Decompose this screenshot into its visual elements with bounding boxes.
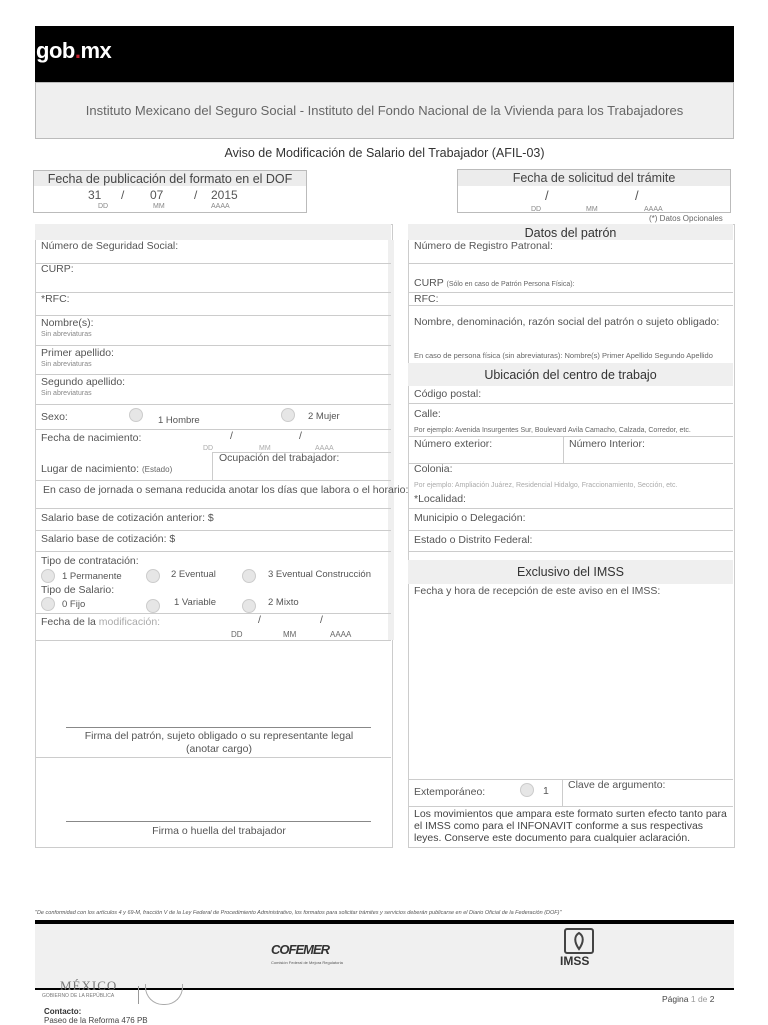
colonia-label: Colonia: <box>414 463 453 475</box>
nac-sep-2: / <box>299 430 302 442</box>
eventual-construccion-label: 3 Eventual Construcción <box>268 569 371 580</box>
gobierno-wordmark: GOBIERNO DE LA REPÚBLICA <box>42 993 115 999</box>
nombre-note: Sin abreviaturas <box>41 331 92 338</box>
tipo-contratacion-label: Tipo de contratación: <box>41 555 139 567</box>
imss-notice: Los movimientos que ampara este formato surten efecto tanto para el IMSS como para el INFONAVIT conforme a sus respectivas leyes. Conserve este documento para cualquier aclaración. <box>414 808 727 844</box>
employer-curp-label: CURP (Sólo en caso de Patrón Persona Física): <box>414 277 575 289</box>
rfc-label: *RFC: <box>41 293 70 305</box>
req-sep-2: / <box>635 188 639 203</box>
pub-year: 2015 <box>211 188 238 202</box>
nac-aaaa: AAAA <box>315 445 334 452</box>
tipo-salario-label: Tipo de Salario: <box>41 584 115 596</box>
segundo-apellido-label: Segundo apellido: <box>41 376 126 388</box>
footer-divider <box>138 986 139 1004</box>
pub-month: 07 <box>150 188 164 202</box>
fijo-radio[interactable] <box>41 597 55 611</box>
contacto-label: Contacto: <box>44 1007 82 1016</box>
worker-panel-header <box>35 224 391 240</box>
pub-aaaa: AAAA <box>211 203 230 210</box>
calle-label: Calle: <box>414 408 441 420</box>
employer-nombre-label: Nombre, denominación, razón social del patrón o sujeto obligado: <box>414 316 720 328</box>
fecha-modificacion-label: Fecha de la modificación: <box>41 616 161 628</box>
firma-trabajador-line <box>66 821 371 822</box>
req-dd: DD <box>531 206 542 213</box>
anotar-cargo-label: (anotar cargo) <box>186 743 252 755</box>
estado-label: Estado o Distrito Federal: <box>414 534 533 546</box>
cofemer-logo: COFEMER <box>271 942 329 957</box>
extemporaneo-value: 1 <box>543 785 549 797</box>
mexico-wordmark: MÉXICO <box>60 978 118 993</box>
sexo-mujer-label: 2 Mujer <box>308 411 340 422</box>
firma-patron-label: Firma del patrón, sujeto obligado o su representante legal <box>84 730 354 742</box>
nss-label: Número de Seguridad Social: <box>41 240 179 252</box>
municipio-label: Municipio o Delegación: <box>414 512 526 524</box>
employer-nombre-note: En caso de persona física (sin abreviaturas): Nombre(s) Primer Apellido Segundo Apellido <box>414 351 713 360</box>
variable-label: 1 Variable <box>174 597 217 608</box>
fecha-hora-label: Fecha y hora de recepción de este aviso en el IMSS: <box>414 585 661 597</box>
registro-patronal-label: Número de Registro Patronal: <box>414 240 553 252</box>
segundo-apellido-note: Sin abreviaturas <box>41 390 92 397</box>
location-header: Ubicación del centro de trabajo <box>408 363 733 386</box>
clave-argumento-label: Clave de argumento: <box>568 779 666 791</box>
firma-trabajador-label: Firma o huella del trabajador <box>152 825 286 837</box>
institution-name: Instituto Mexicano del Seguro Social - Instituto del Fondo Nacional de la Vivienda para los Trabajadores <box>85 103 684 118</box>
gobmx-logo[interactable]: gob.mx <box>36 38 112 63</box>
request-date-header: Fecha de solicitud del trámite <box>457 169 731 188</box>
page-number: Página 1 de 2 <box>662 994 715 1004</box>
nac-mm: MM <box>259 445 271 452</box>
imss-logo-text: IMSS <box>560 954 590 968</box>
pub-dd: DD <box>98 203 109 210</box>
nacimiento-label: Fecha de nacimiento: <box>41 432 142 444</box>
permanente-radio[interactable] <box>41 569 55 583</box>
calle-note: Por ejemplo: Avenida Insurgentes Sur, Boulevard Avila Camacho, Calzada, Corredor, etc. <box>414 427 691 434</box>
sexo-hombre-label: 1 Hombre <box>158 415 200 426</box>
num-int-label: Número Interior: <box>569 438 645 450</box>
nombre-label: Nombre(s): <box>41 317 94 329</box>
nac-dd: DD <box>203 445 214 452</box>
pub-day: 31 <box>88 188 102 202</box>
eventual-label: 2 Eventual <box>171 569 216 580</box>
req-aaaa: AAAA <box>644 206 663 213</box>
coat-of-arms-icon <box>145 984 183 1005</box>
pub-sep-2: / <box>194 188 198 202</box>
mixto-label: 2 Mixto <box>268 597 299 608</box>
cp-label: Código postal: <box>414 388 482 400</box>
eventual-construccion-radio[interactable] <box>242 569 256 583</box>
jornada-label: En caso de jornada o semana reducida anotar los días que labora o el horario: <box>43 484 409 496</box>
imss-header: Exclusivo del IMSS <box>408 560 733 584</box>
employer-header: Datos del patrón <box>408 224 733 240</box>
sexo-mujer-radio[interactable] <box>281 408 295 422</box>
primer-apellido-note: Sin abreviaturas <box>41 361 92 368</box>
contacto-direccion: Paseo de la Reforma 476 PB <box>44 1016 148 1025</box>
permanente-label: 1 Permanente <box>62 571 122 582</box>
legal-footnote: "De conformidad con los artículos 4 y 69-M, fracción V de la Ley Federal de Procedimiento Administrativo, los formatos para solicitar trámites y servicios deberán publicarse en el Diario Oficial de la Federación (DOF)" <box>35 910 562 916</box>
nac-sep-1: / <box>230 430 233 442</box>
imss-emblem-icon <box>564 928 594 954</box>
salario-anterior-label: Salario base de cotización anterior: $ <box>41 512 214 524</box>
publication-date-box <box>33 186 307 213</box>
extemporaneo-radio[interactable] <box>520 783 534 797</box>
top-bar <box>35 26 734 82</box>
variable-radio[interactable] <box>146 599 160 613</box>
salario-label: Salario base de cotización: $ <box>41 533 176 545</box>
colonia-note: Por ejemplo: Ampliación Juárez, Residencial Hidalgo, Fraccionamiento, Sección, etc. <box>414 482 678 489</box>
primer-apellido-label: Primer apellido: <box>41 347 114 359</box>
lugar-label: Lugar de nacimiento: (Estado) <box>41 463 173 475</box>
num-ext-label: Número exterior: <box>414 438 493 450</box>
sexo-label: Sexo: <box>41 411 68 423</box>
optional-note: (*) Datos Opcionales <box>649 214 723 223</box>
employer-rfc-label: RFC: <box>414 293 439 305</box>
mixto-radio[interactable] <box>242 599 256 613</box>
fijo-label: 0 Fijo <box>62 599 86 610</box>
worker-panel-edge <box>388 240 394 640</box>
mod-aaaa: AAAA <box>330 630 352 639</box>
req-mm: MM <box>586 206 598 213</box>
form-title: Aviso de Modificación de Salario del Trabajador (AFIL-03) <box>224 146 545 160</box>
mod-mm: MM <box>283 630 297 639</box>
req-sep-1: / <box>545 188 549 203</box>
sexo-hombre-radio[interactable] <box>129 408 143 422</box>
localidad-label: *Localidad: <box>414 493 466 505</box>
mod-dd: DD <box>231 630 243 639</box>
pub-mm: MM <box>153 203 165 210</box>
mod-sep-2: / <box>320 614 323 626</box>
mod-sep-1: / <box>258 614 261 626</box>
eventual-radio[interactable] <box>146 569 160 583</box>
firma-patron-line <box>66 727 371 728</box>
publication-date-header: Fecha de publicación del formato en el DOF <box>33 170 307 188</box>
extemporaneo-label: Extemporáneo: <box>414 786 486 798</box>
cofemer-subtitle: Comisión Federal de Mejora Regulatoria <box>271 960 343 965</box>
footer-logos-bar <box>35 920 734 990</box>
curp-label: CURP: <box>41 263 74 275</box>
pub-sep-1: / <box>121 188 125 202</box>
ocupacion-label: Ocupación del trabajador: <box>219 452 340 464</box>
